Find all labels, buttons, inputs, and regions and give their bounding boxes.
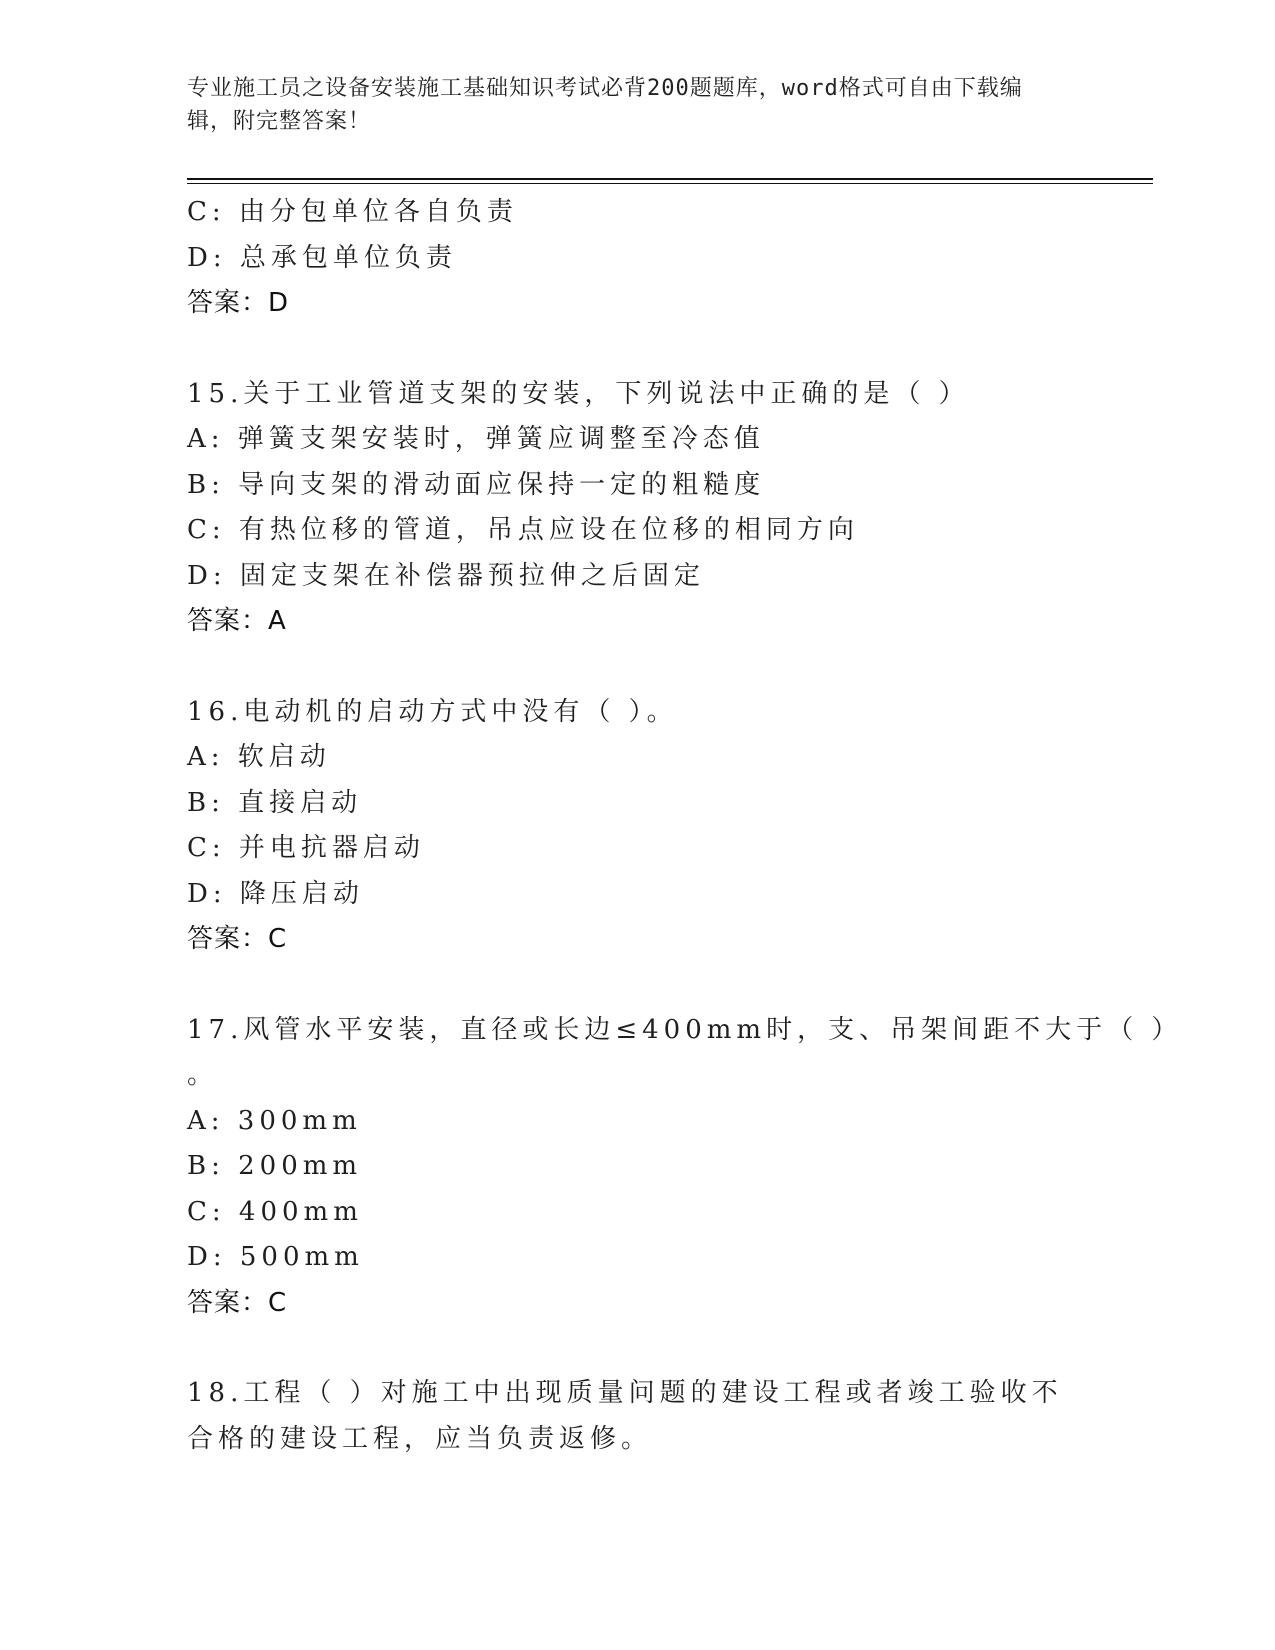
option-c: C: 有热位移的管道，吊点应设在位移的相同方向 <box>187 515 859 545</box>
spacer <box>187 645 1087 690</box>
question-stem: 15.关于工业管道支架的安装，下列说法中正确的是（ ） <box>187 378 970 409</box>
answer: 答案：C <box>187 924 288 954</box>
option-c: C: 并电抗器启动 <box>187 833 425 863</box>
option-b: B: 直接启动 <box>187 787 363 818</box>
option-d: D: 500mm <box>187 1242 364 1272</box>
question-16 <box>187 690 1087 963</box>
option-c: C: 400mm <box>187 1196 363 1227</box>
spacer <box>187 1326 1087 1371</box>
question-stem: 16.电动机的启动方式中没有（ ）。 <box>187 696 678 727</box>
option-a: A: 弹簧支架安装时，弹簧应调整至冷态值 <box>187 424 765 454</box>
question-list <box>187 190 1183 1462</box>
option-a: A: 软启动 <box>187 742 331 772</box>
option-b: B: 200mm <box>187 1151 363 1181</box>
question-stem: 18.工程（ ）对施工中出现质量问题的建设工程或者竣工验收不合格的建设工程，应当负责返修。 <box>187 1378 1063 1454</box>
spacer <box>187 327 1087 372</box>
option-c: C: 由分包单位各自负责 <box>187 197 518 227</box>
answer: 答案：D <box>187 288 290 318</box>
answer: 答案：C <box>187 1287 288 1318</box>
option-d: D: 降压启动 <box>187 878 364 909</box>
answer: 答案：A <box>187 606 287 636</box>
question-15 <box>187 372 1087 645</box>
spacer <box>187 963 1087 1008</box>
question-18 <box>187 1371 1087 1462</box>
question-14-tail <box>187 190 1087 327</box>
option-d: D: 总承包单位负责 <box>187 242 457 273</box>
header-divider-thin <box>187 183 1153 184</box>
question-stem: 17.风管水平安装，直径或长边≤400mm时，支、吊架间距不大于（ ） <box>187 1014 1183 1045</box>
option-b: B: 导向支架的滑动面应保持一定的粗糙度 <box>187 469 766 500</box>
option-a: A: 300mm <box>187 1105 362 1136</box>
document-header: 专业施工员之设备安装施工基础知识考试必背200题题库，word格式可自由下载编辑，附完整答案！ <box>187 76 1023 134</box>
question-stem-continuation: 。 <box>187 1060 219 1090</box>
header-divider-thick <box>187 178 1153 180</box>
question-17 <box>187 1008 1183 1327</box>
option-d: D: 固定支架在补偿器预拉伸之后固定 <box>187 560 705 591</box>
